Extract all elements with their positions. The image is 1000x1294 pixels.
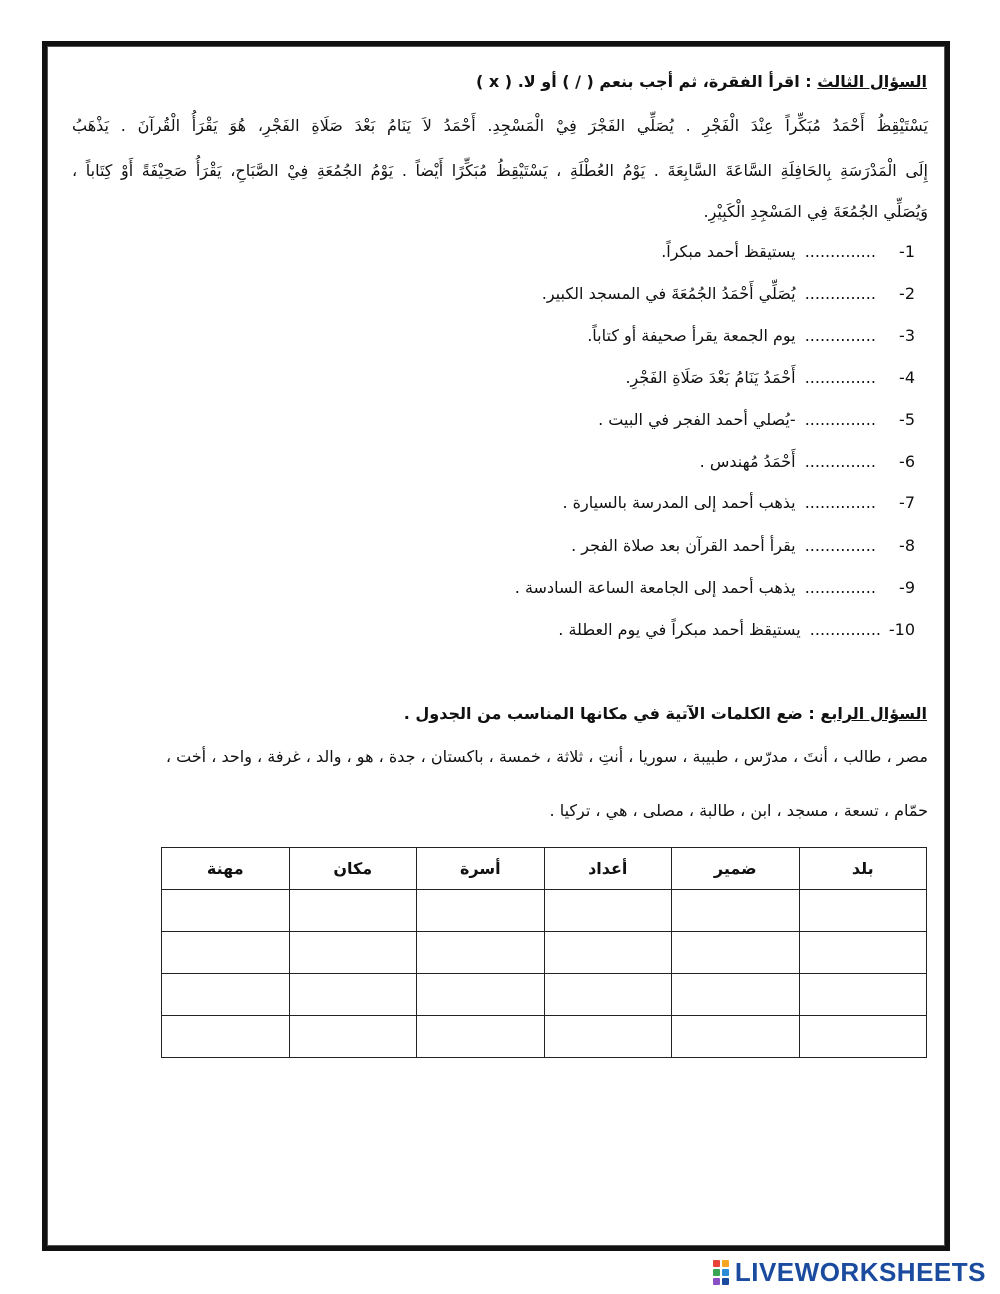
- question-item: [700, 452, 915, 471]
- table-cell[interactable]: [799, 1016, 927, 1058]
- answer-blank[interactable]: ..............: [804, 410, 876, 429]
- header-family: أسرة: [417, 848, 545, 890]
- question-item: [515, 578, 915, 597]
- item-number: 6-: [899, 452, 915, 471]
- question-item: [542, 284, 915, 303]
- question-item: [587, 326, 915, 345]
- header-country: بلد: [799, 848, 927, 890]
- item-text: يذهب أحمد إلى الجامعة الساعة السادسة .: [514, 578, 796, 597]
- item-number: 9-: [899, 578, 915, 597]
- answer-blank[interactable]: ..............: [809, 620, 881, 639]
- table-cell[interactable]: [162, 1016, 290, 1058]
- table-cell[interactable]: [289, 1016, 417, 1058]
- page-border-inner: [47, 46, 945, 1246]
- logo-icon: [713, 1260, 729, 1285]
- table-row: [162, 974, 927, 1016]
- item-number: 10-: [888, 620, 915, 639]
- item-number: 8-: [899, 536, 915, 555]
- item-text: -يُصلي أحمد الفجر في البيت .: [598, 410, 796, 429]
- answer-blank[interactable]: ..............: [804, 368, 876, 387]
- item-text: يذهب أحمد إلى المدرسة بالسيارة .: [562, 493, 796, 512]
- question4-label: السؤال الرابع: [820, 704, 927, 723]
- table-cell[interactable]: [289, 974, 417, 1016]
- item-number: 3-: [899, 326, 915, 345]
- item-number: 4-: [899, 368, 915, 387]
- table-cell[interactable]: [544, 890, 672, 932]
- answer-blank[interactable]: ..............: [804, 242, 876, 261]
- question-item: [598, 410, 915, 429]
- paragraph-line-2: إِلَى الْمَدْرَسَةِ بِالحَافِلَةِ السَّاعَةَ السَّابِعَةَ . يَوْمُ العُطْلَةِ ، يَسْتَيْقِظُ مُبَكِّرًا أَيْضاً . يَوْمُ الجُمُعَةِ فِيْ الصَّبَاحِ، يَقْرَأُ صَحِيْفَةً أَوْ كِتَاباً ،: [72, 161, 928, 180]
- answer-blank[interactable]: ..............: [804, 536, 876, 555]
- question3-label: السؤال الثالث: [817, 72, 927, 91]
- table-row: [162, 890, 927, 932]
- item-number: 5-: [899, 410, 915, 429]
- question4-instruction: : ضع الكلمات الآتية في مكانها المناسب من الجدول .: [403, 704, 821, 723]
- item-text: أَحْمَدُ مُهندس .: [699, 452, 796, 471]
- table-cell[interactable]: [162, 974, 290, 1016]
- question4-title: [404, 704, 927, 723]
- header-numbers: أعداد: [544, 848, 672, 890]
- liveworksheets-logo[interactable]: [713, 1257, 986, 1287]
- table-row: [162, 932, 927, 974]
- table-cell[interactable]: [672, 974, 800, 1016]
- table-cell[interactable]: [799, 890, 927, 932]
- table-cell[interactable]: [544, 974, 672, 1016]
- answer-blank[interactable]: ..............: [804, 326, 876, 345]
- question-item: [562, 493, 915, 512]
- item-number: 1-: [899, 242, 915, 261]
- question-item: [661, 242, 915, 261]
- question-item: [558, 620, 915, 639]
- item-text: أَحْمَدُ يَنَامُ بَعْدَ صَلَاةِ الفَجْرِ.: [625, 368, 796, 387]
- logo-text: LIVEWORKSHEETS: [734, 1256, 986, 1287]
- item-text: يقرأ أحمد القرآن بعد صلاة الفجر .: [571, 536, 796, 555]
- table-cell[interactable]: [544, 1016, 672, 1058]
- table-cell[interactable]: [799, 932, 927, 974]
- paragraph-line-1: يَسْتَيْقِظُ أَحْمَدُ مُبَكِّراً عِنْدَ الْفَجْرِ . يُصَلِّي الفَجْرَ فِيْ الْمَسْجِدِ. أَحْمَدُ لاَ يَنَامُ بَعْدَ صَلَاةِ الفَجْرِ، هُوَ يَقْرَأُ الْقُرآنَ . يَذْهَبُ: [72, 116, 928, 135]
- table-header-row: [162, 848, 927, 890]
- header-place: مكان: [289, 848, 417, 890]
- table-cell[interactable]: [417, 1016, 545, 1058]
- answer-blank[interactable]: ..............: [804, 493, 876, 512]
- table-cell[interactable]: [289, 932, 417, 974]
- item-number: 7-: [899, 493, 915, 512]
- table-cell[interactable]: [417, 890, 545, 932]
- table-row: [162, 1016, 927, 1058]
- item-text: يستيقظ أحمد مبكراً في يوم العطلة .: [558, 620, 801, 639]
- table-cell[interactable]: [672, 1016, 800, 1058]
- question-item: [625, 368, 915, 387]
- question3-instruction: : اقرأ الفقرة، ثم أجب بنعم ( / ) أو لا. ( x ): [476, 72, 818, 91]
- table-cell[interactable]: [799, 974, 927, 1016]
- item-text: يوم الجمعة يقرأ صحيفة أو كتاباً.: [587, 326, 796, 345]
- item-text: يستيقظ أحمد مبكراً.: [661, 242, 796, 261]
- classification-table: [161, 847, 927, 1058]
- table-cell[interactable]: [289, 890, 417, 932]
- word-bank-line-1: مصر ، طالب ، أنتَ ، مدرّس ، طبيبة ، سوريا ، أنتِ ، ثلاثة ، خمسة ، باكستان ، جدة ، هو ، والد ، غرفة ، واحد ، أخت ،: [165, 747, 928, 766]
- answer-blank[interactable]: ..............: [804, 284, 876, 303]
- table-cell[interactable]: [417, 932, 545, 974]
- item-number: 2-: [899, 284, 915, 303]
- table-cell[interactable]: [672, 890, 800, 932]
- word-bank-line-2: حمّام ، تسعة ، مسجد ، ابن ، طالبة ، مصلى ، هي ، تركيا .: [549, 801, 928, 820]
- question3-title: [476, 72, 927, 91]
- header-profession: مهنة: [162, 848, 290, 890]
- table-cell[interactable]: [162, 890, 290, 932]
- table-cell[interactable]: [672, 932, 800, 974]
- table-cell[interactable]: [162, 932, 290, 974]
- item-text: يُصَلِّي أَحْمَدُ الجُمُعَةَ في المسجد الكبير.: [541, 284, 796, 303]
- answer-blank[interactable]: ..............: [804, 452, 876, 471]
- header-pronoun: ضمير: [672, 848, 800, 890]
- paragraph-line-3: وَيُصَلِّي الجُمُعَةَ فِي المَسْجِدِ الْكَبِيْرِ.: [703, 202, 928, 221]
- answer-blank[interactable]: ..............: [804, 578, 876, 597]
- table-cell[interactable]: [417, 974, 545, 1016]
- question-item: [571, 536, 915, 555]
- table-cell[interactable]: [544, 932, 672, 974]
